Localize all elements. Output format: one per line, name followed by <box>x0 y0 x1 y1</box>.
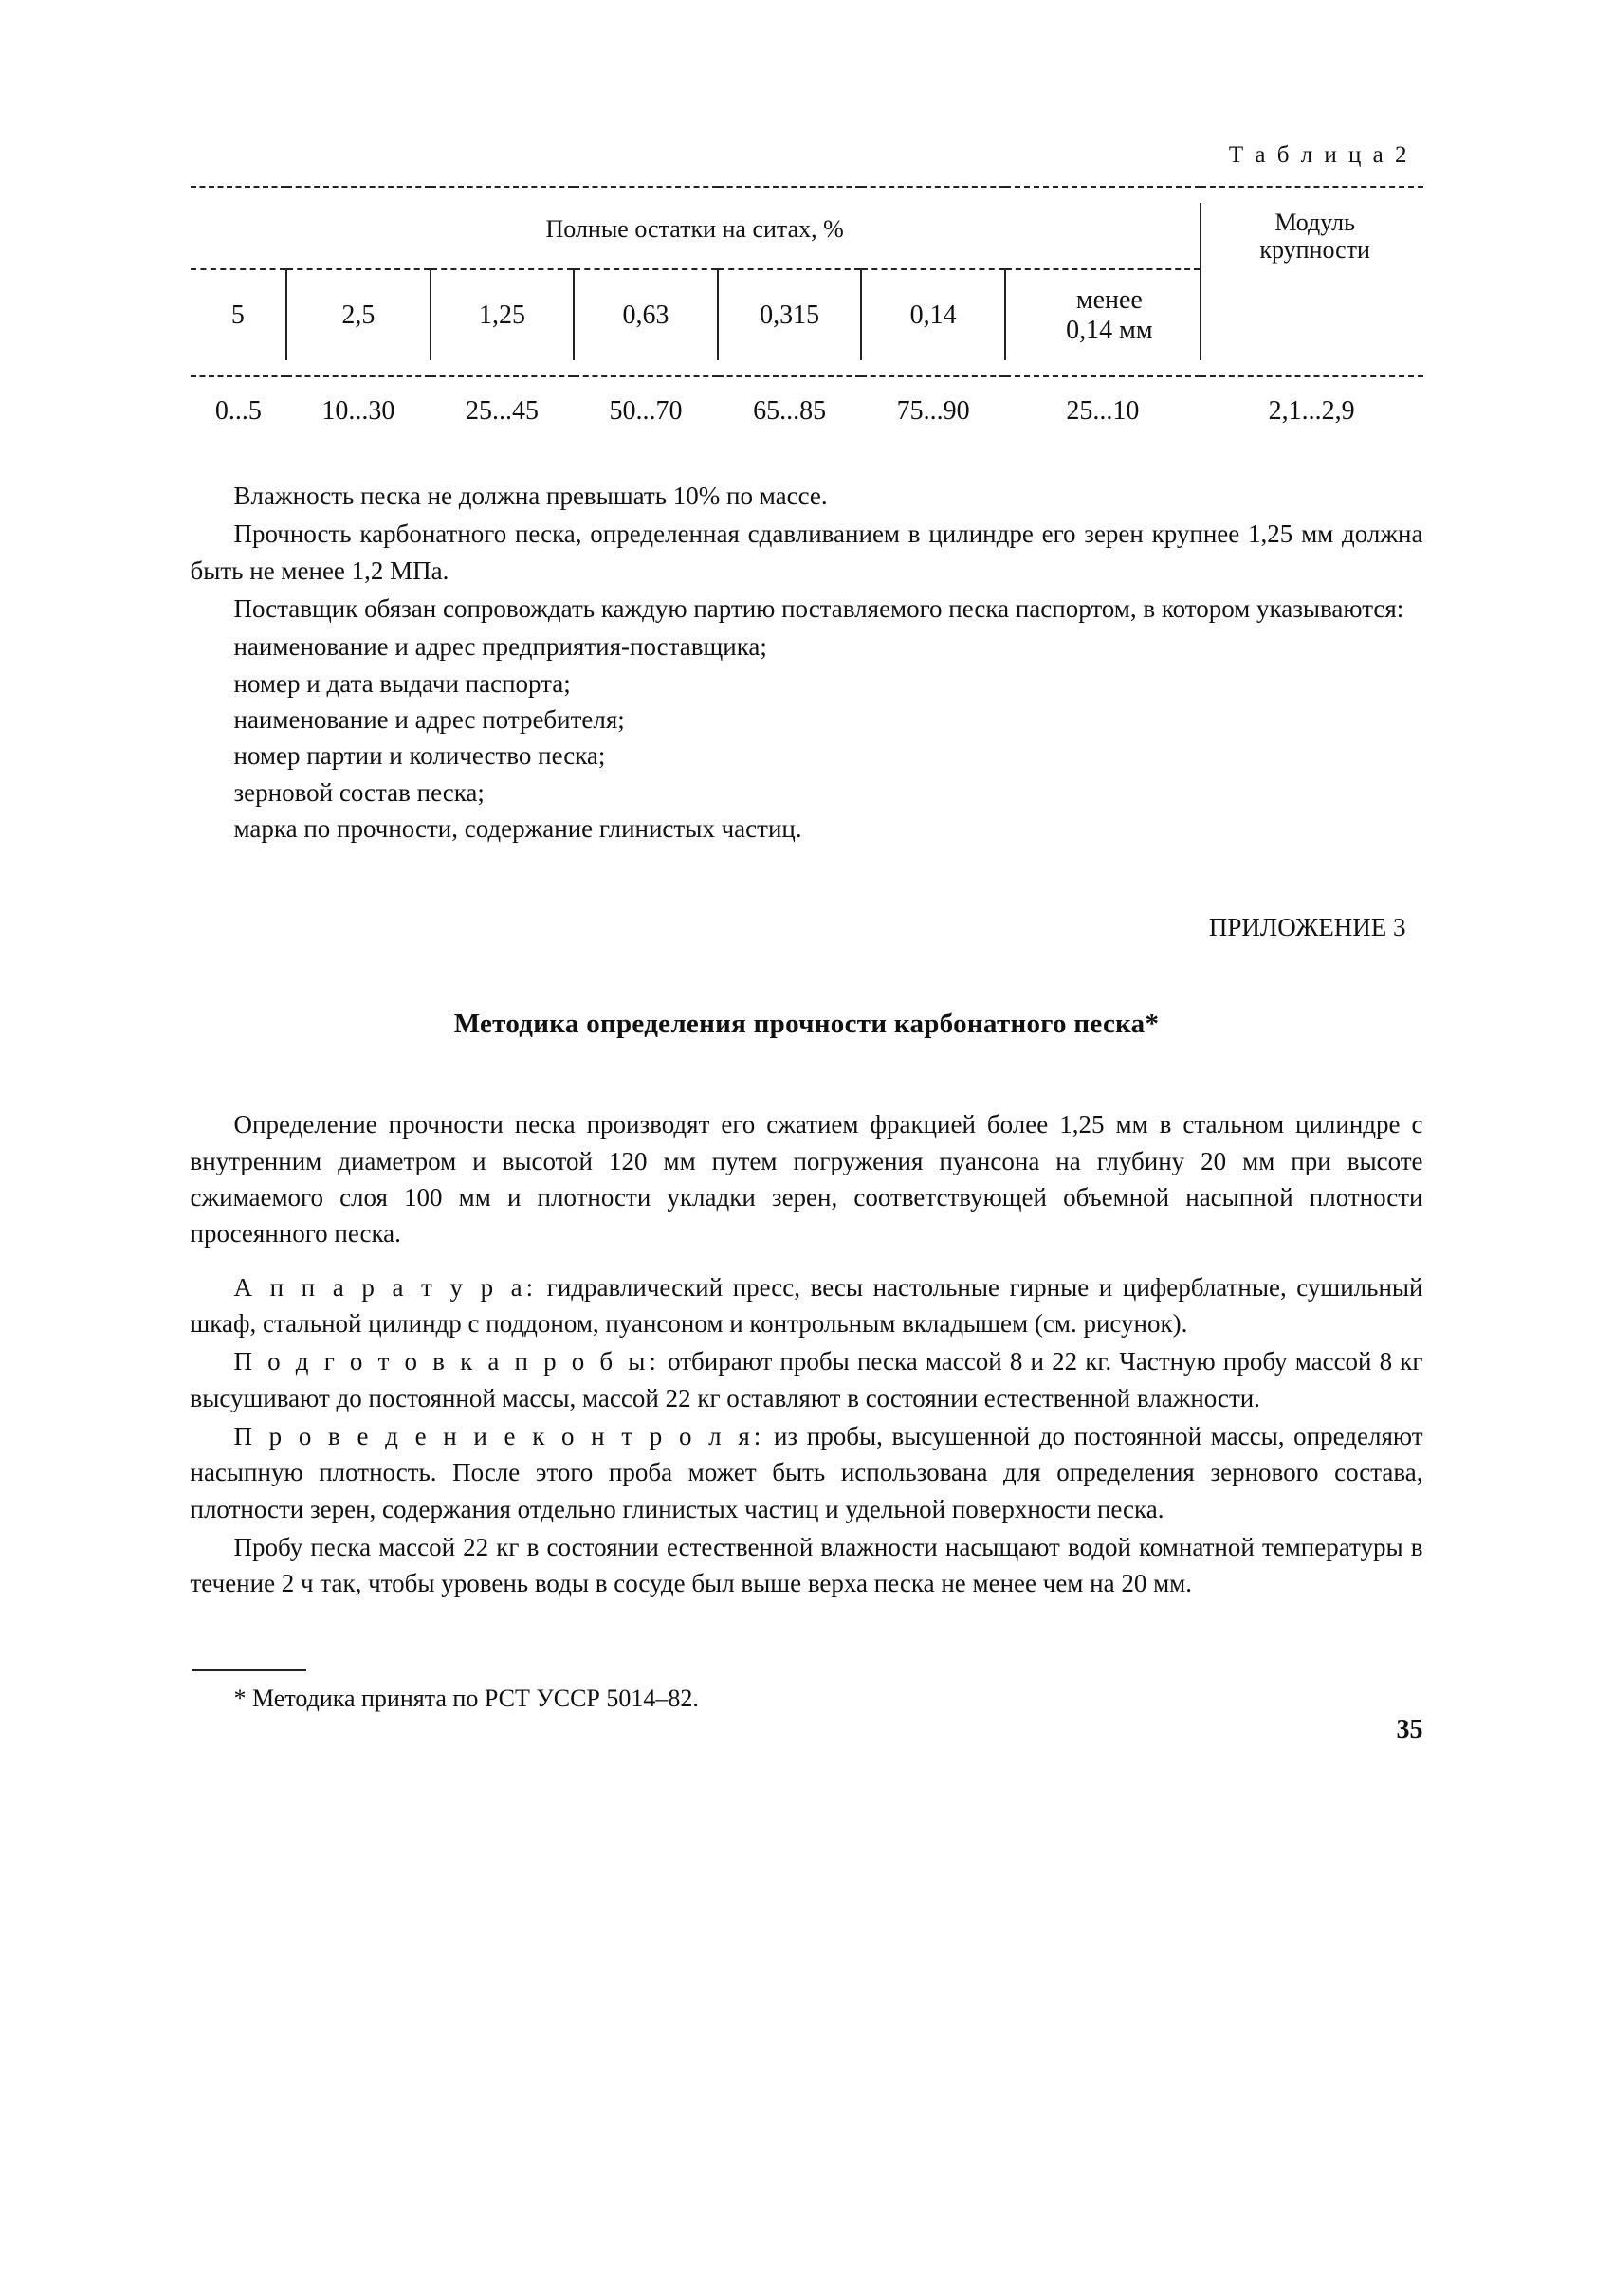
appendix-label: ПРИЛОЖЕНИЕ 3 <box>1208 913 1406 942</box>
label-control: П р о в е д е н и е к о н т р о л я: <box>233 1421 765 1450</box>
paragraph-strength: Прочность карбонатного песка, определенная сдавливанием в цилиндре его зерен крупнее 1,25 мм должна быть не менее 1,2 МПа. <box>190 519 1423 585</box>
section-title: Методика определения прочности карбонатного песка* <box>453 1009 1160 1040</box>
paragraph-supplier: Поставщик обязан сопровождать каждую партию поставляемого песка паспортом, в котором указываются: <box>233 593 1404 623</box>
list-item: марка по прочности, содержание глинистых частиц. <box>233 813 802 843</box>
header-modulus <box>1201 203 1423 269</box>
table-header-row <box>191 203 1423 253</box>
value-col-1-25: 25...45 <box>465 395 539 426</box>
header-modulus-line2: крупности <box>1259 236 1370 264</box>
footnote-divider <box>192 1669 306 1671</box>
grain-composition-table <box>191 186 1423 434</box>
text-sample-prep: отбирают пробы песка массой 8 и 22 кг. Частную пробу массой 8 кг высушивают до постоянной массы, массой 22 кг оставляют в состоянии естественной влажности. <box>190 1347 1423 1412</box>
sieve-col-5: 5 <box>191 269 287 360</box>
sieve-col-1-25: 1,25 <box>431 269 575 360</box>
paragraph-sample-prep <box>191 1343 1423 1416</box>
table-mid-rule <box>191 360 1423 376</box>
value-col-0-315: 65...85 <box>753 395 827 426</box>
value-col-less-than: 25...10 <box>1066 395 1140 426</box>
table-caption: Т а б л и ц а 2 <box>1228 142 1410 168</box>
list-item: зерновой состав песка; <box>233 777 485 807</box>
table-top-rule <box>191 187 1423 203</box>
list-item: наименование и адрес потребителя; <box>233 704 625 734</box>
list-item: номер партии и количество песка; <box>233 741 606 771</box>
modulus-header-spacer <box>1201 269 1423 360</box>
sieve-less-line2: 0,14 мм <box>1066 315 1153 345</box>
footnote-text: * Методика принята по РСТ УССР 5014–82. <box>233 1685 699 1713</box>
sieve-less-line1: менее <box>1075 285 1143 316</box>
table-values-row <box>191 376 1423 434</box>
sieve-header-row <box>191 269 1423 360</box>
sieve-col-0-315: 0,315 <box>718 269 862 360</box>
sieve-col-0-63: 0,63 <box>574 269 718 360</box>
paragraph-closing: Пробу песка массой 22 кг в состоянии естественной влажности насыщают водой комнатной температуры в течение 2 ч так, чтобы уровень воды в сосуде был выше верха песка не менее чем на 20 мм. <box>190 1532 1423 1598</box>
list-item: номер и дата выдачи паспорта; <box>233 668 571 698</box>
page-number: 35 <box>1396 1715 1423 1745</box>
sieve-col-2-5: 2,5 <box>286 269 431 360</box>
value-col-0-63: 50...70 <box>609 395 683 426</box>
paragraph-moisture: Влажность песка не должна превышать 10% по массе. <box>233 481 828 510</box>
paragraph-apparatus <box>191 1269 1423 1342</box>
paragraph-control <box>191 1418 1423 1527</box>
value-col-5: 0...5 <box>214 395 262 426</box>
page-content <box>190 142 1423 1745</box>
value-col-2-5: 10...30 <box>321 395 395 426</box>
sieve-col-0-14: 0,14 <box>861 269 1005 360</box>
sieve-col-less-than <box>1005 269 1201 360</box>
value-col-0-14: 75...90 <box>896 395 970 426</box>
value-modulus: 2,1...2,9 <box>1268 395 1355 426</box>
text-control: из пробы, высушенной до постоянной массы, определяют насыпную плотность. После этого проба может быть использована для определения зернового состава, плотности зерен, содержания отдельно глинистых частиц и удельной поверхности песка. <box>190 1421 1423 1523</box>
paragraph-method-intro: Определение прочности песка производят его сжатием фракцией более 1,25 мм в стальном цилиндре с внутренним диаметром и высотой 120 мм путем погружения пуансона на глубину 20 мм при высоте сжимаемого слоя 100 мм и плотности укладки зерен, соответствующей объемной насыпной плотности просеянного песка. <box>190 1110 1423 1248</box>
text-apparatus: гидравлический пресс, весы настольные гирные и циферблатные, сушильный шкаф, стальной цилиндр с поддоном, пуансоном и контрольным вкладышем (см. рисунок). <box>190 1272 1423 1338</box>
header-group-label: Полные остатки на ситах, % <box>545 214 844 243</box>
label-sample-prep: П о д г о т о в к а п р о б ы: <box>233 1347 660 1376</box>
label-apparatus: А п п а р а т у р а: <box>233 1272 538 1302</box>
header-modulus-line1: Модуль <box>1274 209 1355 236</box>
list-item: наименование и адрес предприятия-поставщика; <box>233 632 767 662</box>
